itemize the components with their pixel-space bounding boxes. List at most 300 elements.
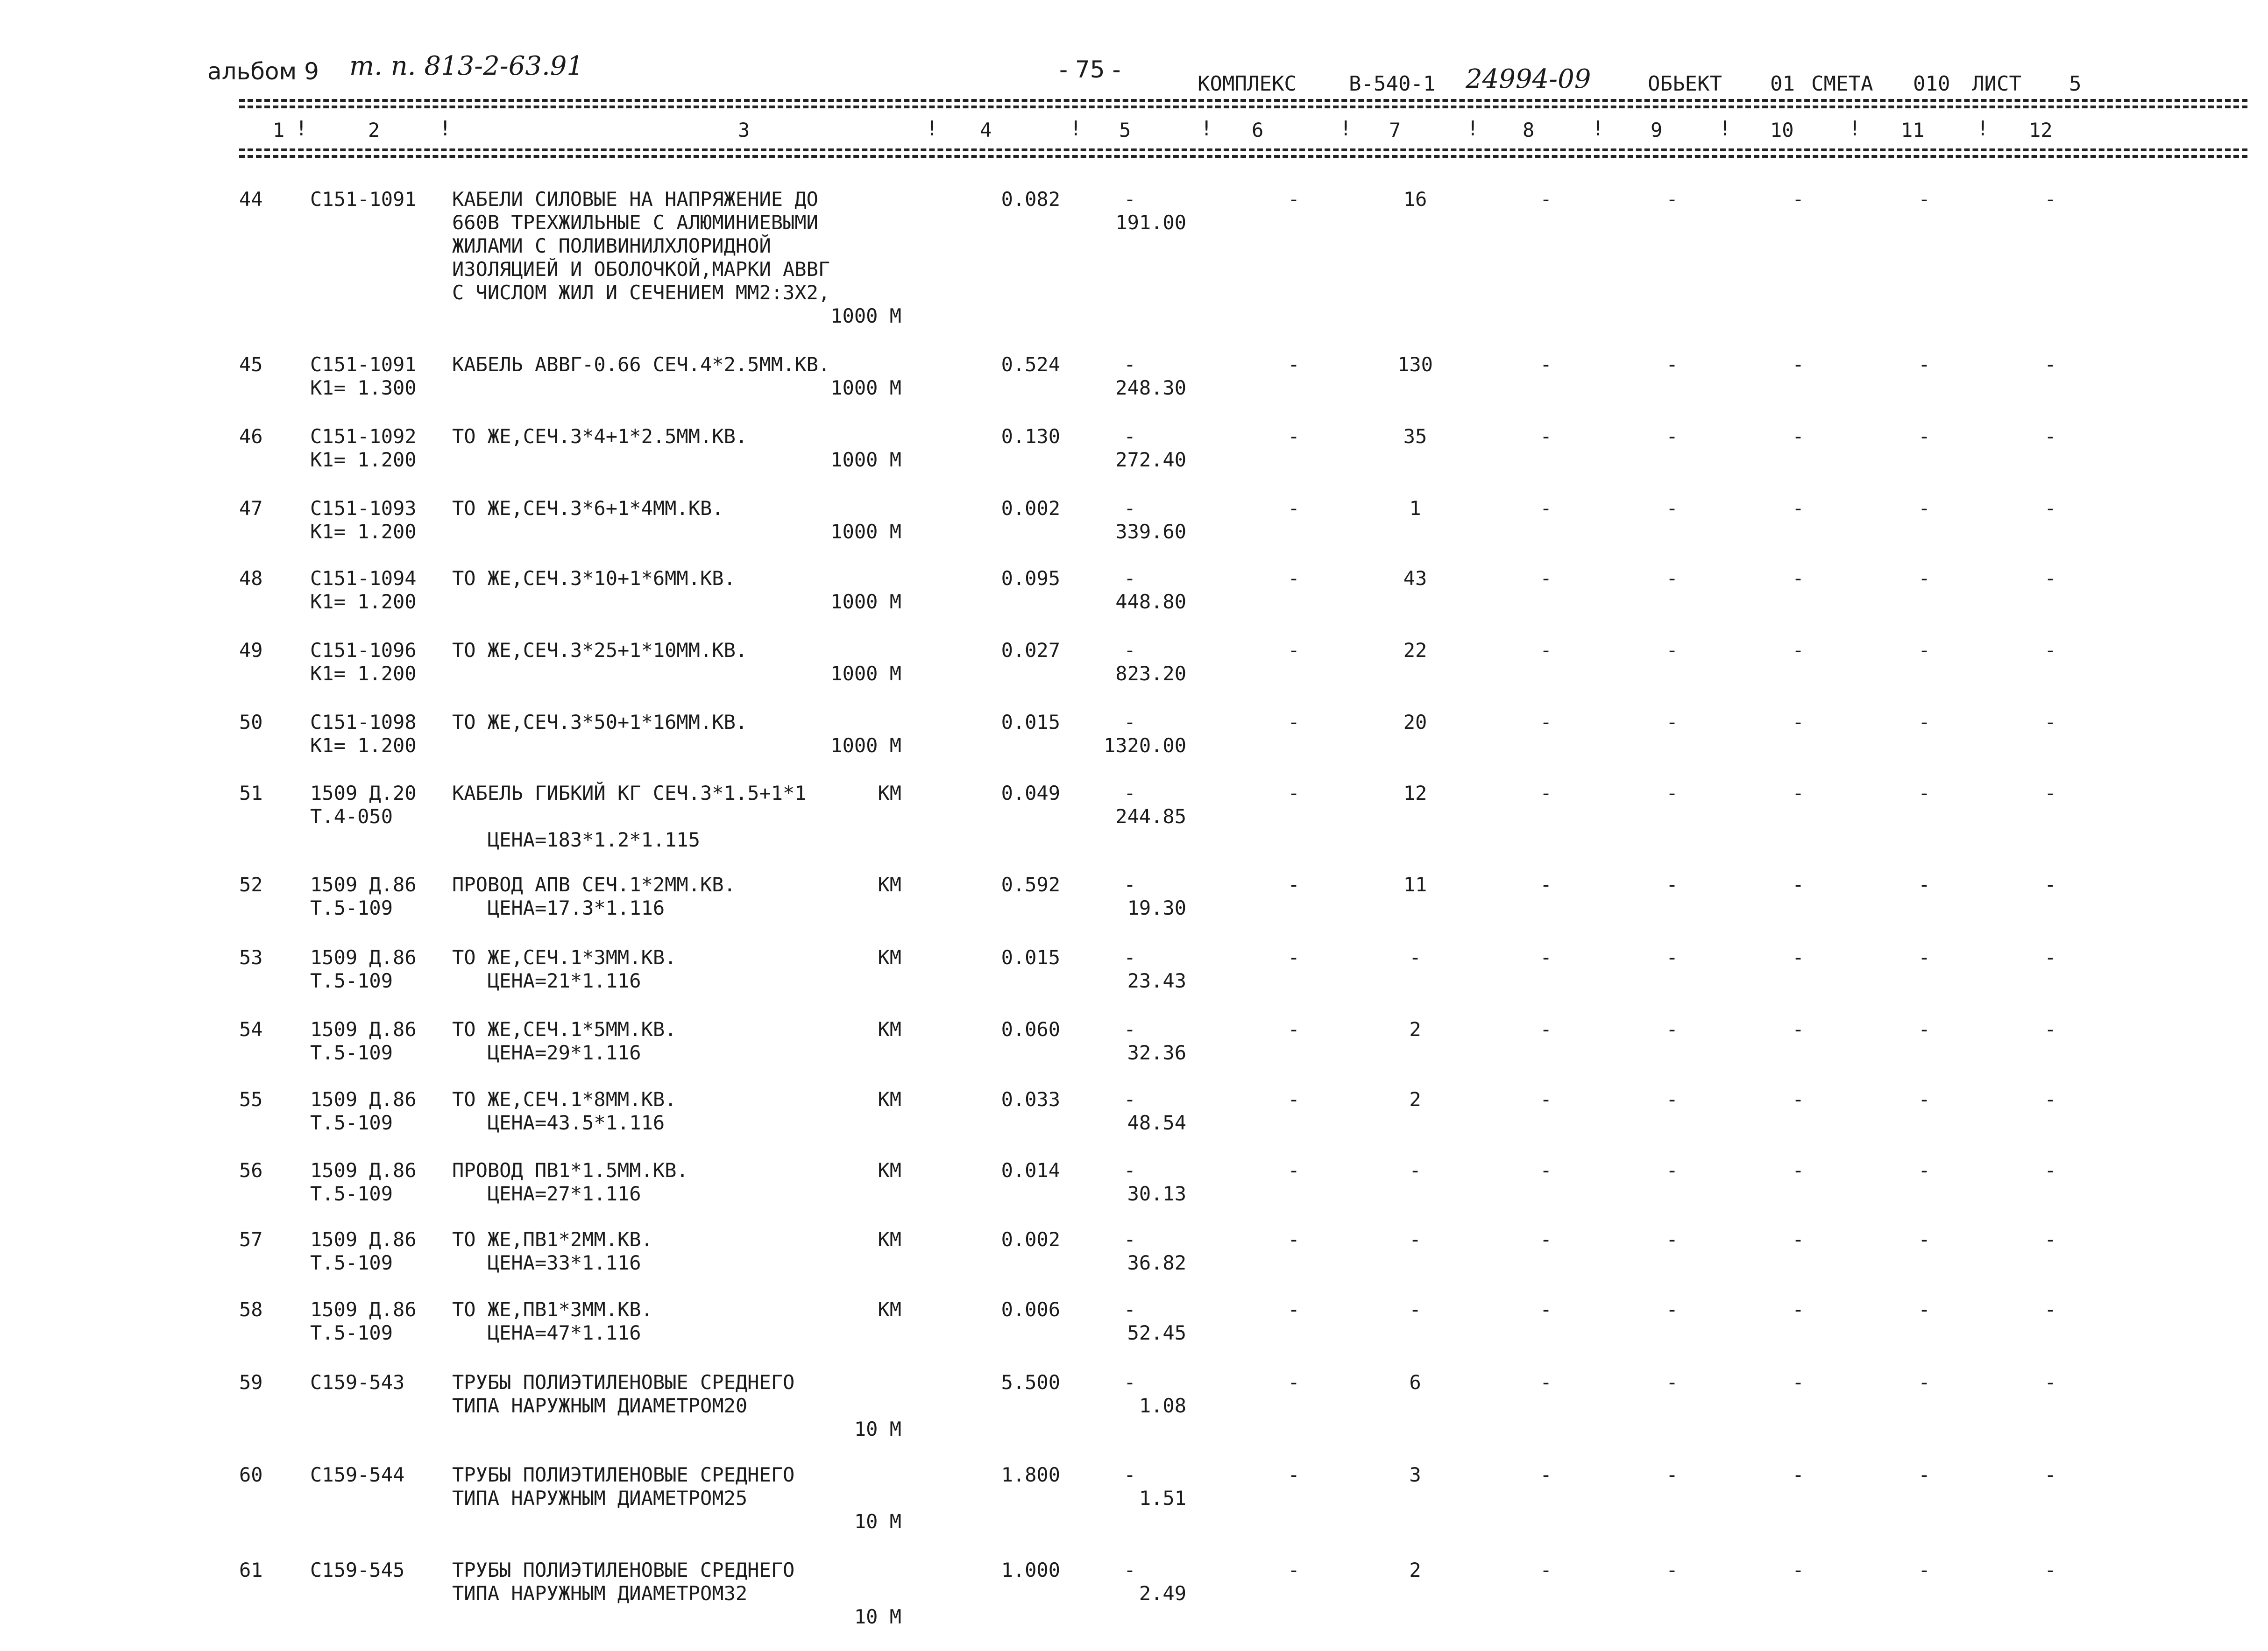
row-unit: КМ bbox=[878, 1228, 901, 1251]
empty-mark: - bbox=[1666, 497, 1678, 520]
empty-mark: - bbox=[1540, 1088, 1552, 1111]
row-number: 50 bbox=[239, 711, 263, 734]
row-column-7: 130 bbox=[1397, 353, 1433, 376]
empty-mark: - bbox=[1792, 1463, 1804, 1486]
column-number: 1 bbox=[273, 119, 285, 141]
empty-mark: - bbox=[1288, 1088, 1300, 1111]
row-number: 57 bbox=[239, 1228, 263, 1251]
row-code: С151-1091 bbox=[310, 188, 417, 211]
empty-mark: - bbox=[2044, 782, 2056, 804]
row-code: 1509 Д.86 bbox=[310, 1159, 417, 1182]
row-code: Т.5-109 bbox=[310, 1321, 393, 1344]
row-code: К1= 1.200 bbox=[310, 734, 417, 757]
row-column-7: 2 bbox=[1409, 1559, 1421, 1581]
column-separator: ! bbox=[1849, 117, 1861, 141]
column-number: 4 bbox=[980, 119, 992, 141]
empty-mark: - bbox=[1124, 1298, 1136, 1321]
empty-mark: - bbox=[1666, 873, 1678, 896]
empty-mark: - bbox=[1792, 567, 1804, 590]
row-unit: 10 М bbox=[854, 1418, 901, 1440]
empty-mark: - bbox=[2044, 1298, 2056, 1321]
empty-mark: - bbox=[1792, 188, 1804, 211]
row-number: 44 bbox=[239, 188, 263, 211]
empty-mark: - bbox=[1540, 497, 1552, 520]
empty-mark: - bbox=[1540, 1298, 1552, 1321]
empty-mark: - bbox=[1124, 353, 1136, 376]
empty-mark: - bbox=[2044, 711, 2056, 734]
row-unit: КМ bbox=[878, 873, 901, 896]
row-code: 1509 Д.20 bbox=[310, 782, 417, 804]
row-code: 1509 Д.86 bbox=[310, 873, 417, 896]
row-description: ТО ЖЕ,СЕЧ.3*25+1*10ММ.КВ. bbox=[452, 639, 748, 662]
row-code: С159-544 bbox=[310, 1463, 405, 1486]
row-number: 59 bbox=[239, 1371, 263, 1394]
empty-mark: - bbox=[2044, 1018, 2056, 1041]
row-quantity: 0.006 bbox=[1001, 1298, 1060, 1321]
row-column-7: 6 bbox=[1409, 1371, 1421, 1394]
column-separator: ! bbox=[1070, 117, 1082, 141]
row-quantity: 1.000 bbox=[1001, 1559, 1060, 1581]
row-quantity: 0.002 bbox=[1001, 1228, 1060, 1251]
row-description: ТО ЖЕ,СЕЧ.1*5ММ.КВ. bbox=[452, 1018, 677, 1041]
empty-mark: - bbox=[1124, 946, 1136, 969]
column-number: 10 bbox=[1770, 119, 1794, 141]
column-separator: ! bbox=[926, 117, 938, 141]
row-unit: КМ bbox=[878, 1088, 901, 1111]
row-quantity: 0.095 bbox=[1001, 567, 1060, 590]
empty-mark: - bbox=[1666, 188, 1678, 211]
empty-mark: - bbox=[1918, 1559, 1930, 1581]
row-description: ЦЕНА=21*1.116 bbox=[452, 969, 641, 992]
row-quantity: 0.015 bbox=[1001, 711, 1060, 734]
row-number: 61 bbox=[239, 1559, 263, 1581]
row-unit-price: 1.08 bbox=[1139, 1394, 1186, 1417]
empty-mark: - bbox=[1124, 782, 1136, 804]
row-unit: 1000 М bbox=[830, 662, 901, 685]
row-description: ЦЕНА=43.5*1.116 bbox=[452, 1111, 665, 1134]
row-description: ТРУБЫ ПОЛИЭТИЛЕНОВЫЕ СРЕДНЕГО bbox=[452, 1371, 795, 1394]
empty-mark: - bbox=[1288, 1559, 1300, 1581]
empty-mark: - bbox=[1792, 1088, 1804, 1111]
row-code: С151-1092 bbox=[310, 425, 417, 448]
row-column-7: 2 bbox=[1409, 1088, 1421, 1111]
estimate-number: 24994-09 bbox=[1466, 64, 1591, 94]
column-number: 2 bbox=[368, 119, 380, 141]
row-description: ИЗОЛЯЦИЕЙ И ОБОЛОЧКОЙ,МАРКИ АВВГ bbox=[452, 258, 830, 281]
empty-mark: - bbox=[1918, 946, 1930, 969]
empty-mark: - bbox=[1124, 1371, 1136, 1394]
row-number: 53 bbox=[239, 946, 263, 969]
row-column-7: - bbox=[1409, 1159, 1421, 1182]
empty-mark: - bbox=[1666, 1298, 1678, 1321]
row-description: ТРУБЫ ПОЛИЭТИЛЕНОВЫЕ СРЕДНЕГО bbox=[452, 1559, 795, 1581]
empty-mark: - bbox=[1918, 1228, 1930, 1251]
empty-mark: - bbox=[1124, 497, 1136, 520]
empty-mark: - bbox=[1792, 353, 1804, 376]
column-number: 8 bbox=[1523, 119, 1535, 141]
row-description: ТО ЖЕ,СЕЧ.3*6+1*4ММ.КВ. bbox=[452, 497, 724, 520]
empty-mark: - bbox=[1918, 1463, 1930, 1486]
column-separator: ! bbox=[1719, 117, 1731, 141]
row-code: К1= 1.200 bbox=[310, 520, 417, 543]
empty-mark: - bbox=[1540, 353, 1552, 376]
row-code: Т.5-109 bbox=[310, 1041, 393, 1064]
row-code: С151-1091 bbox=[310, 353, 417, 376]
row-description: КАБЕЛЬ АВВГ-0.66 СЕЧ.4*2.5ММ.КВ. bbox=[452, 353, 830, 376]
empty-mark: - bbox=[2044, 946, 2056, 969]
complex-code: В-540-1 bbox=[1349, 72, 1436, 96]
column-separator: ! bbox=[1340, 117, 1352, 141]
row-number: 54 bbox=[239, 1018, 263, 1041]
row-unit-price: 1320.00 bbox=[1103, 734, 1186, 757]
empty-mark: - bbox=[2044, 639, 2056, 662]
column-separator: ! bbox=[1592, 117, 1604, 141]
row-code: Т.5-109 bbox=[310, 969, 393, 992]
row-description: ТРУБЫ ПОЛИЭТИЛЕНОВЫЕ СРЕДНЕГО bbox=[452, 1463, 795, 1486]
column-separator: ! bbox=[1977, 117, 1989, 141]
column-number: 12 bbox=[2029, 119, 2053, 141]
empty-mark: - bbox=[2044, 1159, 2056, 1182]
empty-mark: - bbox=[2044, 873, 2056, 896]
empty-mark: - bbox=[1918, 1088, 1930, 1111]
row-code: Т.5-109 bbox=[310, 1251, 393, 1274]
empty-mark: - bbox=[1288, 711, 1300, 734]
row-description: ЖИЛАМИ С ПОЛИВИНИЛХЛОРИДНОЙ bbox=[452, 234, 771, 257]
row-unit-price: 191.00 bbox=[1115, 211, 1186, 234]
empty-mark: - bbox=[1792, 639, 1804, 662]
smeta-number: 010 bbox=[1913, 72, 1950, 96]
row-description: ПРОВОД АПВ СЕЧ.1*2ММ.КВ. bbox=[452, 873, 736, 896]
empty-mark: - bbox=[1666, 639, 1678, 662]
smeta-label: СМЕТА bbox=[1811, 72, 1873, 96]
row-unit: КМ bbox=[878, 1159, 901, 1182]
empty-mark: - bbox=[1288, 873, 1300, 896]
empty-mark: - bbox=[1288, 425, 1300, 448]
empty-mark: - bbox=[1792, 1159, 1804, 1182]
row-unit-price: 272.40 bbox=[1115, 448, 1186, 471]
row-code: К1= 1.200 bbox=[310, 448, 417, 471]
column-separator: ! bbox=[295, 117, 308, 141]
empty-mark: - bbox=[1666, 567, 1678, 590]
row-number: 56 bbox=[239, 1159, 263, 1182]
empty-mark: - bbox=[1540, 567, 1552, 590]
row-description: ЦЕНА=47*1.116 bbox=[452, 1321, 641, 1344]
empty-mark: - bbox=[1540, 1018, 1552, 1041]
list-label: ЛИСТ bbox=[1972, 72, 2021, 96]
empty-mark: - bbox=[1792, 1018, 1804, 1041]
empty-mark: - bbox=[1540, 1228, 1552, 1251]
column-separator: ! bbox=[439, 117, 452, 141]
row-description: ТО ЖЕ,СЕЧ.3*4+1*2.5ММ.КВ. bbox=[452, 425, 748, 448]
row-unit-price: 32.36 bbox=[1127, 1041, 1186, 1064]
empty-mark: - bbox=[1124, 639, 1136, 662]
empty-mark: - bbox=[1124, 567, 1136, 590]
row-number: 55 bbox=[239, 1088, 263, 1111]
empty-mark: - bbox=[1124, 1018, 1136, 1041]
empty-mark: - bbox=[1792, 1228, 1804, 1251]
row-unit: 1000 М bbox=[830, 376, 901, 399]
empty-mark: - bbox=[1288, 782, 1300, 804]
empty-mark: - bbox=[1288, 639, 1300, 662]
row-unit: 10 М bbox=[854, 1605, 901, 1628]
empty-mark: - bbox=[1918, 873, 1930, 896]
empty-mark: - bbox=[1540, 425, 1552, 448]
row-unit: 1000 М bbox=[830, 520, 901, 543]
row-code: Т.5-109 bbox=[310, 896, 393, 919]
row-code: 1509 Д.86 bbox=[310, 1228, 417, 1251]
row-description: ТИПА НАРУЖНЫМ ДИАМЕТРОМ32 bbox=[452, 1582, 748, 1605]
list-number: 5 bbox=[2069, 72, 2082, 96]
row-quantity: 1.800 bbox=[1001, 1463, 1060, 1486]
empty-mark: - bbox=[1124, 425, 1136, 448]
empty-mark: - bbox=[1792, 946, 1804, 969]
column-header-divider bbox=[239, 155, 2247, 158]
empty-mark: - bbox=[1540, 1371, 1552, 1394]
page-number: - 75 - bbox=[1059, 56, 1121, 83]
empty-mark: - bbox=[1288, 497, 1300, 520]
empty-mark: - bbox=[1666, 1228, 1678, 1251]
row-column-7: 43 bbox=[1403, 567, 1427, 590]
column-number: 9 bbox=[1651, 119, 1663, 141]
row-number: 45 bbox=[239, 353, 263, 376]
empty-mark: - bbox=[1288, 1371, 1300, 1394]
column-number: 7 bbox=[1389, 119, 1401, 141]
empty-mark: - bbox=[1792, 782, 1804, 804]
row-unit-price: 36.82 bbox=[1127, 1251, 1186, 1274]
row-quantity: 0.592 bbox=[1001, 873, 1060, 896]
column-number: 5 bbox=[1119, 119, 1131, 141]
row-quantity: 0.033 bbox=[1001, 1088, 1060, 1111]
row-unit: 1000 М bbox=[830, 590, 901, 613]
complex-label: КОМПЛЕКС bbox=[1198, 72, 1297, 96]
row-code: С151-1094 bbox=[310, 567, 417, 590]
empty-mark: - bbox=[1918, 188, 1930, 211]
empty-mark: - bbox=[1666, 711, 1678, 734]
row-quantity: 5.500 bbox=[1001, 1371, 1060, 1394]
empty-mark: - bbox=[1288, 1228, 1300, 1251]
empty-mark: - bbox=[1540, 188, 1552, 211]
row-quantity: 0.524 bbox=[1001, 353, 1060, 376]
row-column-7: 11 bbox=[1403, 873, 1427, 896]
empty-mark: - bbox=[1124, 873, 1136, 896]
album-label: альбом 9 bbox=[207, 58, 319, 85]
empty-mark: - bbox=[1918, 711, 1930, 734]
row-description: КАБЕЛИ СИЛОВЫЕ НА НАПРЯЖЕНИЕ ДО bbox=[452, 188, 818, 211]
row-description: ТО ЖЕ,СЕЧ.3*10+1*6ММ.КВ. bbox=[452, 567, 736, 590]
empty-mark: - bbox=[1666, 1159, 1678, 1182]
row-quantity: 0.130 bbox=[1001, 425, 1060, 448]
row-quantity: 0.027 bbox=[1001, 639, 1060, 662]
row-unit: КМ bbox=[878, 782, 901, 804]
row-code: Т.5-109 bbox=[310, 1111, 393, 1134]
empty-mark: - bbox=[2044, 188, 2056, 211]
empty-mark: - bbox=[1288, 946, 1300, 969]
row-quantity: 0.082 bbox=[1001, 188, 1060, 211]
empty-mark: - bbox=[2044, 1463, 2056, 1486]
row-unit-price: 30.13 bbox=[1127, 1182, 1186, 1205]
empty-mark: - bbox=[1540, 782, 1552, 804]
row-number: 51 bbox=[239, 782, 263, 804]
row-description: ТО ЖЕ,СЕЧ.1*8ММ.КВ. bbox=[452, 1088, 677, 1111]
column-separator: ! bbox=[1467, 117, 1479, 141]
empty-mark: - bbox=[2044, 1371, 2056, 1394]
column-number: 6 bbox=[1252, 119, 1264, 141]
empty-mark: - bbox=[1540, 946, 1552, 969]
empty-mark: - bbox=[2044, 425, 2056, 448]
row-column-7: - bbox=[1409, 1228, 1421, 1251]
row-unit-price: 244.85 bbox=[1115, 805, 1186, 828]
row-unit-price: 823.20 bbox=[1115, 662, 1186, 685]
empty-mark: - bbox=[1666, 425, 1678, 448]
row-number: 47 bbox=[239, 497, 263, 520]
empty-mark: - bbox=[1918, 425, 1930, 448]
row-code: С151-1096 bbox=[310, 639, 417, 662]
row-unit-price: 448.80 bbox=[1115, 590, 1186, 613]
row-quantity: 0.060 bbox=[1001, 1018, 1060, 1041]
row-quantity: 0.002 bbox=[1001, 497, 1060, 520]
empty-mark: - bbox=[1124, 711, 1136, 734]
row-unit-price: 339.60 bbox=[1115, 520, 1186, 543]
empty-mark: - bbox=[1918, 782, 1930, 804]
empty-mark: - bbox=[1918, 1371, 1930, 1394]
empty-mark: - bbox=[1918, 639, 1930, 662]
series-label: т. п. 813-2-63.91 bbox=[349, 51, 584, 81]
empty-mark: - bbox=[1792, 497, 1804, 520]
row-unit: 1000 М bbox=[830, 304, 901, 327]
row-number: 48 bbox=[239, 567, 263, 590]
row-column-7: 20 bbox=[1403, 711, 1427, 734]
empty-mark: - bbox=[1792, 1371, 1804, 1394]
empty-mark: - bbox=[1124, 1088, 1136, 1111]
row-unit-price: 2.49 bbox=[1139, 1582, 1186, 1605]
row-column-7: 12 bbox=[1403, 782, 1427, 804]
object-number: 01 bbox=[1770, 72, 1795, 96]
empty-mark: - bbox=[2044, 1228, 2056, 1251]
row-column-7: 22 bbox=[1403, 639, 1427, 662]
row-unit-price: 19.30 bbox=[1127, 896, 1186, 919]
row-unit-price: 1.51 bbox=[1139, 1487, 1186, 1510]
empty-mark: - bbox=[1918, 1298, 1930, 1321]
empty-mark: - bbox=[1540, 873, 1552, 896]
row-unit: КМ bbox=[878, 1018, 901, 1041]
row-description: ТИПА НАРУЖНЫМ ДИАМЕТРОМ25 bbox=[452, 1487, 748, 1510]
row-quantity: 0.014 bbox=[1001, 1159, 1060, 1182]
row-unit-price: 52.45 bbox=[1127, 1321, 1186, 1344]
row-code: С151-1098 bbox=[310, 711, 417, 734]
row-column-7: 16 bbox=[1403, 188, 1427, 211]
row-code: С159-545 bbox=[310, 1559, 405, 1581]
empty-mark: - bbox=[1918, 1159, 1930, 1182]
empty-mark: - bbox=[1540, 639, 1552, 662]
column-header-divider bbox=[239, 148, 2247, 151]
row-code: С159-543 bbox=[310, 1371, 405, 1394]
row-unit-price: 48.54 bbox=[1127, 1111, 1186, 1134]
empty-mark: - bbox=[1288, 353, 1300, 376]
empty-mark: - bbox=[1124, 1228, 1136, 1251]
row-quantity: 0.015 bbox=[1001, 946, 1060, 969]
empty-mark: - bbox=[1124, 188, 1136, 211]
header-divider bbox=[239, 106, 2247, 108]
row-unit-price: 23.43 bbox=[1127, 969, 1186, 992]
row-unit: 10 М bbox=[854, 1510, 901, 1533]
row-column-7: - bbox=[1409, 946, 1421, 969]
row-unit: КМ bbox=[878, 946, 901, 969]
row-description: ЦЕНА=27*1.116 bbox=[452, 1182, 641, 1205]
object-label: ОБЬЕКТ bbox=[1648, 72, 1722, 96]
empty-mark: - bbox=[2044, 1088, 2056, 1111]
row-code: Т.5-109 bbox=[310, 1182, 393, 1205]
row-code: Т.4-050 bbox=[310, 805, 393, 828]
empty-mark: - bbox=[1918, 497, 1930, 520]
column-separator: ! bbox=[1200, 117, 1213, 141]
row-description: ЦЕНА=183*1.2*1.115 bbox=[452, 828, 701, 851]
row-description: 660В ТРЕХЖИЛЬНЫЕ С АЛЮМИНИЕВЫМИ bbox=[452, 211, 818, 234]
empty-mark: - bbox=[1124, 1559, 1136, 1581]
header-divider bbox=[239, 99, 2247, 102]
row-code: 1509 Д.86 bbox=[310, 1298, 417, 1321]
row-code: К1= 1.200 bbox=[310, 662, 417, 685]
row-code: К1= 1.200 bbox=[310, 590, 417, 613]
empty-mark: - bbox=[1288, 567, 1300, 590]
row-column-7: 35 bbox=[1403, 425, 1427, 448]
empty-mark: - bbox=[1540, 1463, 1552, 1486]
row-code: 1509 Д.86 bbox=[310, 1018, 417, 1041]
row-column-7: 2 bbox=[1409, 1018, 1421, 1041]
empty-mark: - bbox=[1792, 425, 1804, 448]
empty-mark: - bbox=[1540, 711, 1552, 734]
empty-mark: - bbox=[1918, 353, 1930, 376]
empty-mark: - bbox=[1792, 873, 1804, 896]
empty-mark: - bbox=[1288, 1463, 1300, 1486]
empty-mark: - bbox=[1124, 1159, 1136, 1182]
empty-mark: - bbox=[2044, 497, 2056, 520]
row-code: К1= 1.300 bbox=[310, 376, 417, 399]
column-number: 3 bbox=[738, 119, 750, 141]
row-column-7: - bbox=[1409, 1298, 1421, 1321]
row-column-7: 3 bbox=[1409, 1463, 1421, 1486]
empty-mark: - bbox=[1288, 1018, 1300, 1041]
empty-mark: - bbox=[2044, 1559, 2056, 1581]
empty-mark: - bbox=[1288, 1159, 1300, 1182]
row-number: 49 bbox=[239, 639, 263, 662]
empty-mark: - bbox=[2044, 353, 2056, 376]
empty-mark: - bbox=[1792, 711, 1804, 734]
empty-mark: - bbox=[1792, 1298, 1804, 1321]
empty-mark: - bbox=[1918, 1018, 1930, 1041]
row-description: ЦЕНА=33*1.116 bbox=[452, 1251, 641, 1274]
row-description: ТО ЖЕ,СЕЧ.1*3ММ.КВ. bbox=[452, 946, 677, 969]
row-code: 1509 Д.86 bbox=[310, 1088, 417, 1111]
empty-mark: - bbox=[1540, 1559, 1552, 1581]
empty-mark: - bbox=[1540, 1159, 1552, 1182]
row-description: ТО ЖЕ,ПВ1*2ММ.КВ. bbox=[452, 1228, 653, 1251]
row-description: ТО ЖЕ,СЕЧ.3*50+1*16ММ.КВ. bbox=[452, 711, 748, 734]
row-code: С151-1093 bbox=[310, 497, 417, 520]
empty-mark: - bbox=[1666, 946, 1678, 969]
empty-mark: - bbox=[2044, 567, 2056, 590]
row-description: ЦЕНА=17.3*1.116 bbox=[452, 896, 665, 919]
row-unit-price: 248.30 bbox=[1115, 376, 1186, 399]
row-code: 1509 Д.86 bbox=[310, 946, 417, 969]
row-description: ТИПА НАРУЖНЫМ ДИАМЕТРОМ20 bbox=[452, 1394, 748, 1417]
row-number: 58 bbox=[239, 1298, 263, 1321]
row-number: 46 bbox=[239, 425, 263, 448]
empty-mark: - bbox=[1918, 567, 1930, 590]
row-description: ПРОВОД ПВ1*1.5ММ.КВ. bbox=[452, 1159, 688, 1182]
empty-mark: - bbox=[1288, 1298, 1300, 1321]
empty-mark: - bbox=[1666, 1559, 1678, 1581]
row-unit: 1000 М bbox=[830, 734, 901, 757]
